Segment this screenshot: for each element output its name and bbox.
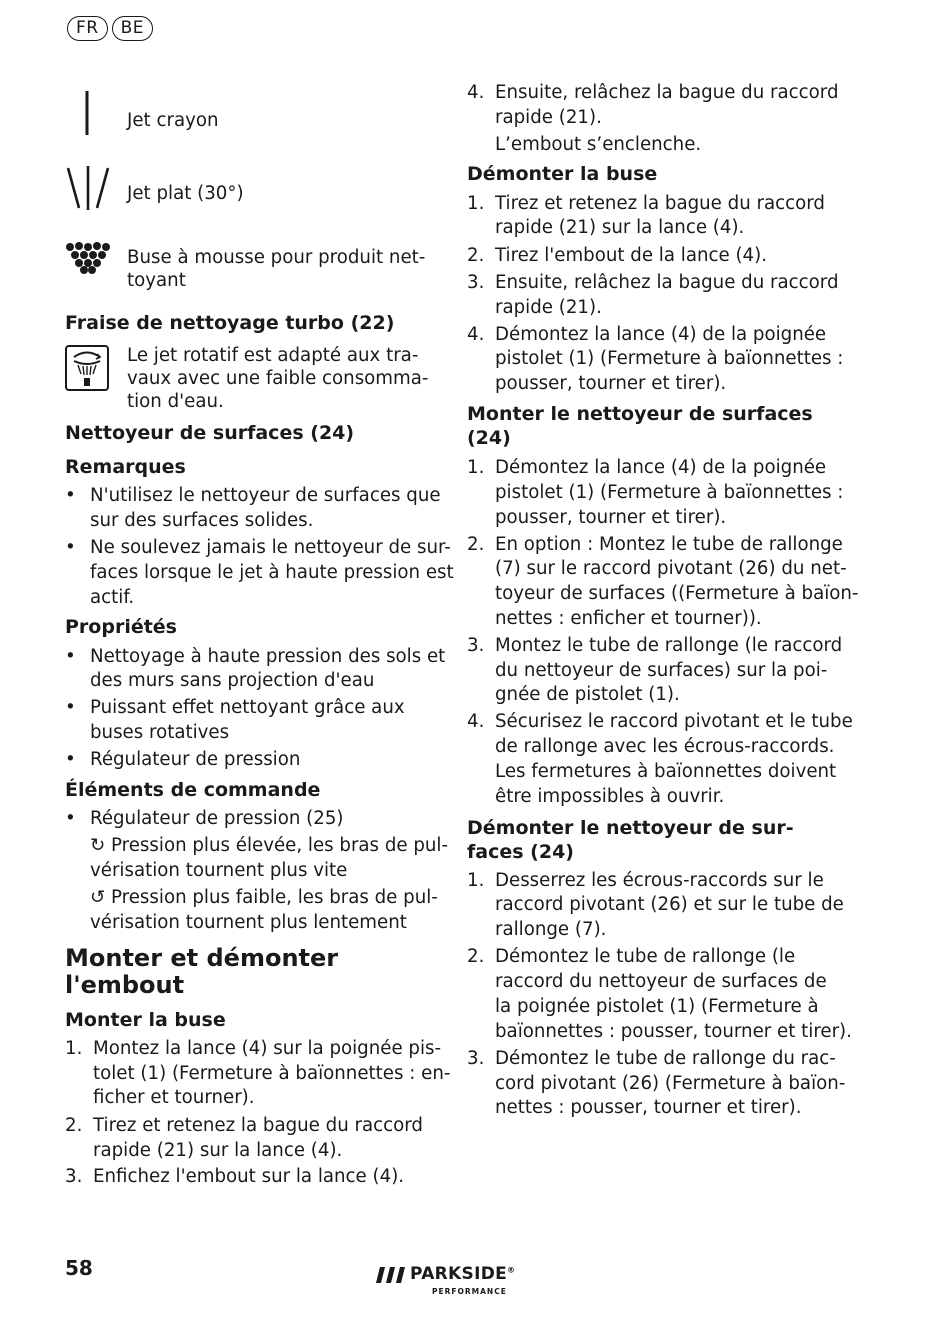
remark-2-line-3: actif. <box>90 587 135 608</box>
turbo-heading: Fraise de nettoyage turbo (22) <box>65 312 395 334</box>
mount-step-4-line-2: rapide (21). <box>495 107 602 128</box>
bullet: • <box>65 646 76 667</box>
dismount-surface-step-2-line-2: raccord du nettoyeur de surfaces de <box>495 971 827 992</box>
page-number: 58 <box>65 1256 93 1280</box>
mount-step-3-line-1: Enfichez l'embout sur la lance (4). <box>93 1166 405 1187</box>
step-number: 2. <box>65 1115 83 1136</box>
mount-step-4-result: L’embout s’enclenche. <box>495 134 702 155</box>
brand-logo <box>376 1264 526 1298</box>
mount-nozzle-heading: Monter la buse <box>65 1009 226 1031</box>
mount-surface-step-1-line-1: Démontez la lance (4) de la poignée <box>495 457 827 478</box>
remarks-heading: Remarques <box>65 456 186 478</box>
section-title-line-1: Monter et démonter <box>65 944 339 972</box>
remark-1-line-1: N'utilisez le nettoyeur de surfaces que <box>90 485 441 506</box>
bullet: • <box>65 697 76 718</box>
mount-surface-step-2-line-4: nettes : enficher et tourner)). <box>495 608 762 629</box>
language-badges <box>67 16 153 41</box>
dismount-surface-step-1-line-3: rallonge (7). <box>495 919 607 940</box>
dismount-step-3-line-1: Ensuite, relâchez la bague du raccord <box>495 272 839 293</box>
controls-item: Régulateur de pression (25) <box>90 808 344 829</box>
brand-subline: PERFORMANCE <box>432 1287 507 1296</box>
mount-surface-heading-line-2: (24) <box>467 427 511 449</box>
registered-mark: ® <box>507 1265 516 1275</box>
step-number: 1. <box>467 193 485 214</box>
foam-nozzle-label-line-1: Buse à mousse pour produit net- <box>127 247 426 268</box>
dismount-step-3-line-2: rapide (21). <box>495 297 602 318</box>
turbo-description-line-1: Le jet rotatif est adapté aux tra- <box>127 345 419 366</box>
mount-surface-step-3-line-3: gnée de pistolet (1). <box>495 684 680 705</box>
dismount-step-4-line-3: pousser, tourner et tirer). <box>495 373 727 394</box>
brand-stripes-icon <box>376 1267 406 1283</box>
pencil-jet-icon <box>80 89 94 137</box>
surface-cleaner-heading: Nettoyeur de surfaces (24) <box>65 422 355 444</box>
step-number: 4. <box>467 324 485 345</box>
dismount-surface-heading-line-2: faces (24) <box>467 841 574 863</box>
remark-2-line-2: faces lorsque le jet à haute pression est <box>90 562 454 583</box>
dismount-surface-step-2-line-3: la poignée pistolet (1) (Fermeture à <box>495 996 819 1017</box>
mount-surface-step-4-line-3: Les fermetures à baïonnettes doivent <box>495 761 837 782</box>
step-number: 2. <box>467 946 485 967</box>
dismount-surface-step-1-line-2: raccord pivotant (26) et sur le tube de <box>495 894 844 915</box>
step-number: 4. <box>467 82 485 103</box>
mount-surface-step-2-line-3: toyeur de surfaces ((Fermeture à baïon- <box>495 583 859 604</box>
brand-name-text: PARKSIDE <box>410 1264 508 1284</box>
property-1-line-1: Nettoyage à haute pression des sols et <box>90 646 446 667</box>
controls-clockwise-line-2: vérisation tournent plus vite <box>90 860 348 881</box>
mount-surface-step-1-line-2: pistolet (1) (Fermeture à baïonnettes : <box>495 482 844 503</box>
mount-surface-step-3-line-2: du nettoyeur de surfaces) sur la poi- <box>495 660 828 681</box>
flat-jet-icon <box>65 164 111 212</box>
language-badge-be: BE <box>112 16 153 41</box>
controls-heading: Éléments de commande <box>65 779 321 801</box>
dismount-surface-step-3-line-1: Démontez le tube de rallonge du rac- <box>495 1048 836 1069</box>
turbo-description-line-3: tion d'eau. <box>127 391 224 412</box>
mount-surface-step-2-line-1: En option : Montez le tube de rallonge <box>495 534 843 555</box>
mount-step-1-line-3: ficher et tourner). <box>93 1087 255 1108</box>
controls-clockwise-line-1: ↻ Pression plus élevée, les bras de pul- <box>90 835 449 856</box>
mount-surface-step-4-line-2: de rallonge avec les écrous-raccords. <box>495 736 835 757</box>
dismount-surface-step-2-line-1: Démontez le tube de rallonge (le <box>495 946 796 967</box>
flat-jet-label: Jet plat (30°) <box>127 183 244 204</box>
mount-step-2-line-1: Tirez et retenez la bague du raccord <box>93 1115 423 1136</box>
step-number: 2. <box>467 245 485 266</box>
step-number: 1. <box>65 1038 83 1059</box>
dismount-nozzle-heading: Démonter la buse <box>467 163 658 185</box>
step-number: 3. <box>467 272 485 293</box>
step-number: 2. <box>467 534 485 555</box>
dismount-surface-step-3-line-2: cord pivotant (26) (Fermeture à baïon- <box>495 1073 846 1094</box>
property-3-line-1: Régulateur de pression <box>90 749 301 770</box>
dismount-surface-step-1-line-1: Desserrez les écrous-raccords sur le <box>495 870 824 891</box>
bullet: • <box>65 749 76 770</box>
mount-step-2-line-2: rapide (21) sur la lance (4). <box>93 1140 343 1161</box>
dismount-surface-step-2-line-4: baïonnettes : pousser, tourner et tirer). <box>495 1021 852 1042</box>
property-1-line-2: des murs sans projection d'eau <box>90 670 375 691</box>
dismount-step-1-line-1: Tirez et retenez la bague du raccord <box>495 193 825 214</box>
mount-surface-step-3-line-1: Montez le tube de rallonge (le raccord <box>495 635 843 656</box>
mount-surface-step-4-line-1: Sécurisez le raccord pivotant et le tube <box>495 711 853 732</box>
bullet: • <box>65 537 76 558</box>
mount-step-1-line-2: tolet (1) (Fermeture à baïonnettes : en- <box>93 1063 451 1084</box>
mount-step-4-line-1: Ensuite, relâchez la bague du raccord <box>495 82 839 103</box>
turbo-nozzle-icon <box>65 345 109 391</box>
remark-2-line-1: Ne soulevez jamais le nettoyeur de sur- <box>90 537 451 558</box>
remark-1-line-2: sur des surfaces solides. <box>90 510 314 531</box>
mount-surface-heading-line-1: Monter le nettoyeur de surfaces <box>467 403 813 425</box>
pencil-jet-label: Jet crayon <box>127 110 219 131</box>
language-badge-fr: FR <box>67 16 108 41</box>
controls-counterclockwise-line-1: ↺ Pression plus faible, les bras de pul- <box>90 887 438 908</box>
mount-surface-step-4-line-4: être impossibles à ouvrir. <box>495 786 725 807</box>
dismount-step-1-line-2: rapide (21) sur la lance (4). <box>495 217 745 238</box>
mount-step-1-line-1: Montez la lance (4) sur la poignée pis- <box>93 1038 442 1059</box>
foam-nozzle-label-line-2: toyant <box>127 270 186 291</box>
properties-heading: Propriétés <box>65 616 177 638</box>
step-number: 3. <box>65 1166 83 1187</box>
dismount-surface-heading-line-1: Démonter le nettoyeur de sur- <box>467 817 794 839</box>
step-number: 3. <box>467 1048 485 1069</box>
mount-surface-step-1-line-3: pousser, tourner et tirer). <box>495 507 727 528</box>
step-number: 3. <box>467 635 485 656</box>
dismount-step-4-line-2: pistolet (1) (Fermeture à baïonnettes : <box>495 348 844 369</box>
step-number: 1. <box>467 457 485 478</box>
bullet: • <box>65 808 76 829</box>
step-number: 4. <box>467 711 485 732</box>
mount-surface-step-2-line-2: (7) sur le raccord pivotant (26) du net- <box>495 558 847 579</box>
dismount-step-4-line-1: Démontez la lance (4) de la poignée <box>495 324 827 345</box>
bullet: • <box>65 485 76 506</box>
dismount-step-2-line-1: Tirez l'embout de la lance (4). <box>495 245 768 266</box>
dismount-surface-step-3-line-3: nettes : pousser, tourner et tirer). <box>495 1097 802 1118</box>
controls-counterclockwise-line-2: vérisation tournent plus lentement <box>90 912 407 933</box>
brand-name <box>410 1264 515 1284</box>
turbo-description-line-2: vaux avec une faible consomma- <box>127 368 429 389</box>
foam-nozzle-icon <box>65 242 111 276</box>
section-title-line-2: l'embout <box>65 971 185 999</box>
property-2-line-1: Puissant effet nettoyant grâce aux <box>90 697 405 718</box>
step-number: 1. <box>467 870 485 891</box>
property-2-line-2: buses rotatives <box>90 722 230 743</box>
